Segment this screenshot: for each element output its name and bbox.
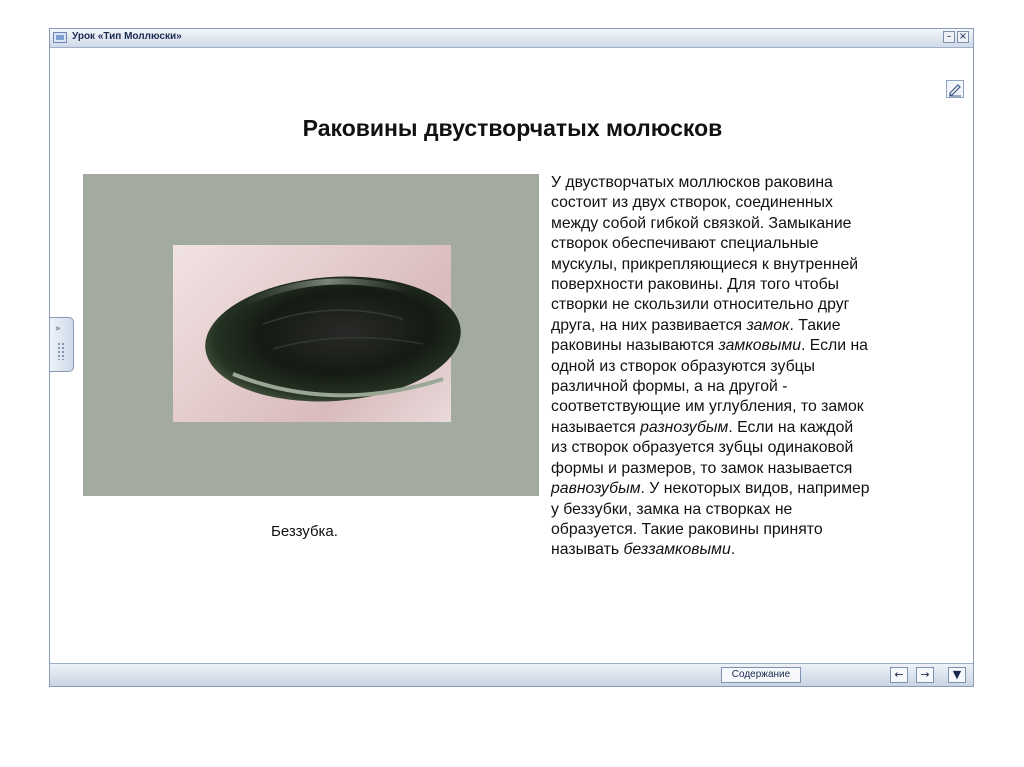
term-emphasis: беззамковыми bbox=[623, 541, 731, 559]
grip-dots-icon bbox=[57, 342, 66, 360]
paragraph-line: у беззубки, замка на створках не bbox=[551, 500, 793, 518]
text-segment: друга, на них развивается bbox=[551, 316, 747, 334]
paragraph-line: состоит из двух створок, соединенных bbox=[551, 194, 833, 212]
paragraph-line: из створок образуется зубцы одинаковой bbox=[551, 439, 854, 457]
text-segment: называть bbox=[551, 541, 624, 559]
paragraph-line: формы и размеров, то замок называется bbox=[551, 459, 853, 477]
window-title: Урок «Тип Моллюски» bbox=[72, 31, 182, 42]
paragraph-line: соответствующие им углубления, то замок bbox=[551, 398, 864, 416]
paragraph-line bbox=[551, 336, 951, 356]
text-segment: . Если на каждой bbox=[728, 418, 854, 436]
edit-pencil-icon bbox=[947, 81, 963, 97]
edit-button[interactable] bbox=[946, 80, 964, 98]
term-emphasis: замковыми bbox=[718, 337, 801, 355]
term-emphasis: замок bbox=[746, 316, 790, 334]
term-emphasis: равнозубым bbox=[551, 480, 641, 498]
app-window-icon bbox=[53, 32, 67, 43]
contents-button[interactable]: Содержание bbox=[721, 667, 801, 683]
next-arrow-icon[interactable]: → bbox=[916, 667, 934, 683]
paragraph-line: У двустворчатых моллюсков раковина bbox=[551, 174, 833, 191]
paragraph-line: створок обеспечивают специальные bbox=[551, 235, 819, 253]
menu-dropdown-icon[interactable]: ▼ bbox=[948, 667, 966, 683]
title-bar bbox=[50, 29, 973, 48]
lesson-window bbox=[49, 28, 974, 687]
paragraph-line: одной из створок образуются зубцы bbox=[551, 357, 816, 375]
text-segment: называется bbox=[551, 418, 641, 436]
paragraph-line bbox=[551, 540, 951, 560]
bottom-toolbar bbox=[50, 663, 973, 686]
slide-heading: Раковины двустворчатых молюсков bbox=[302, 115, 723, 141]
expand-panel-tab[interactable] bbox=[49, 317, 74, 372]
paragraph-line bbox=[551, 316, 951, 336]
text-segment: . Если на bbox=[800, 337, 868, 355]
prev-arrow-icon[interactable]: ← bbox=[890, 667, 908, 683]
description-text bbox=[551, 173, 951, 561]
text-segment: раковины называются bbox=[551, 337, 719, 355]
paragraph-line: мускулы, прикрепляющиеся к внутренней bbox=[551, 255, 859, 273]
image-caption: Беззубка. bbox=[271, 523, 338, 540]
paragraph-line bbox=[551, 479, 951, 499]
mussel-shell-photo bbox=[83, 174, 539, 496]
paragraph-line: между собой гибкой связкой. Замыкание bbox=[551, 214, 852, 232]
text-segment: . Такие bbox=[789, 316, 841, 334]
paragraph-line: различной формы, а на другой - bbox=[551, 378, 788, 396]
expand-panel-icon: » bbox=[55, 324, 60, 334]
text-segment: . У некоторых видов, например bbox=[640, 480, 870, 498]
paragraph-line: образуется. Такие раковины принято bbox=[551, 520, 823, 538]
mussel-photo bbox=[83, 174, 539, 496]
close-button[interactable]: × bbox=[958, 31, 968, 42]
paragraph-line bbox=[551, 418, 951, 438]
minimize-button[interactable]: – bbox=[943, 31, 955, 43]
term-emphasis: разнозубым bbox=[640, 418, 729, 436]
paragraph-line: створки не скользили относительно друг bbox=[551, 296, 850, 314]
paragraph-line: поверхности раковины. Для того чтобы bbox=[551, 276, 839, 294]
text-segment: . bbox=[730, 541, 736, 559]
